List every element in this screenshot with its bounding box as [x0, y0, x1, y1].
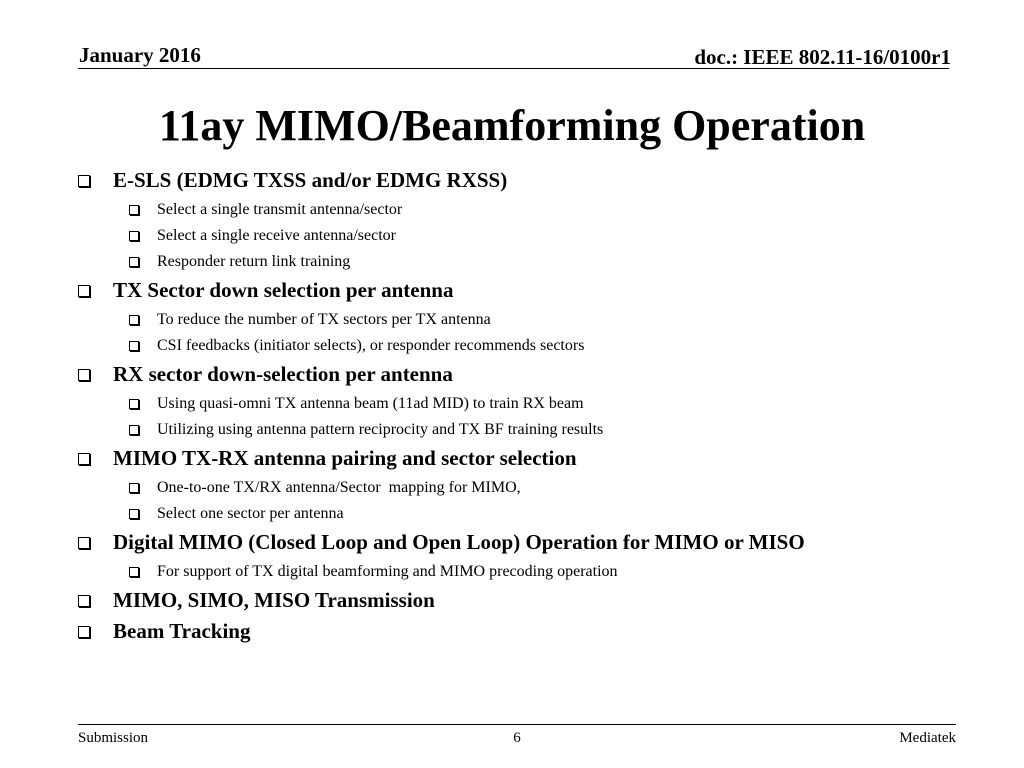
bullet-item	[78, 168, 958, 192]
sub-bullet-item	[78, 252, 958, 271]
header-divider	[78, 68, 949, 69]
sub-bullet-text: Using quasi-omni TX antenna beam (11ad MID) to train RX beam	[157, 395, 584, 412]
checkbox-bullet-icon	[129, 205, 139, 215]
bullet-item	[78, 588, 958, 612]
sub-bullet-item	[78, 504, 958, 523]
sub-bullet-text: CSI feedbacks (initiator selects), or responder recommends sectors	[157, 337, 585, 354]
sub-bullet-item	[78, 478, 958, 497]
header-doc-id: doc.: IEEE 802.11-16/0100r1	[694, 45, 951, 69]
checkbox-bullet-icon	[129, 257, 139, 267]
bullet-item	[78, 446, 958, 470]
bullet-item	[78, 278, 958, 302]
checkbox-bullet-icon	[78, 537, 90, 549]
sub-bullet-item	[78, 310, 958, 329]
checkbox-bullet-icon	[129, 341, 139, 351]
slide-body	[78, 166, 958, 643]
sub-bullet-text: Select a single transmit antenna/sector	[157, 201, 403, 218]
sub-bullet-text: Responder return link training	[157, 253, 351, 270]
checkbox-bullet-icon	[129, 315, 139, 325]
slide-title: 11ay MIMO/Beamforming Operation	[158, 101, 866, 150]
footer-submission: Submission	[78, 730, 149, 746]
sub-bullet-item	[78, 562, 958, 581]
checkbox-bullet-icon	[129, 231, 139, 241]
bullet-text: Beam Tracking	[113, 619, 251, 643]
sub-bullet-item	[78, 226, 958, 245]
bullet-text: MIMO TX-RX antenna pairing and sector selection	[113, 446, 577, 470]
checkbox-bullet-icon	[78, 369, 90, 381]
page-number: 6	[513, 730, 521, 746]
sub-bullet-text: To reduce the number of TX sectors per TX antenna	[157, 311, 491, 328]
checkbox-bullet-icon	[129, 399, 139, 409]
sub-bullet-item	[78, 336, 958, 355]
checkbox-bullet-icon	[129, 483, 139, 493]
sub-bullet-item	[78, 200, 958, 219]
footer-company: Mediatek	[899, 730, 956, 746]
header-date: January 2016	[79, 43, 201, 67]
checkbox-bullet-icon	[78, 595, 90, 607]
sub-bullet-text: For support of TX digital beamforming and MIMO precoding operation	[157, 563, 618, 580]
checkbox-bullet-icon	[78, 285, 90, 297]
sub-bullet-text: Select a single receive antenna/sector	[157, 227, 396, 244]
bullet-text: Digital MIMO (Closed Loop and Open Loop) Operation for MIMO or MISO	[113, 530, 805, 554]
bullet-item	[78, 530, 958, 554]
bullet-text: TX Sector down selection per antenna	[113, 278, 454, 302]
bullet-text: E-SLS (EDMG TXSS and/or EDMG RXSS)	[113, 168, 508, 192]
sub-bullet-item	[78, 420, 958, 439]
footer-divider	[78, 724, 956, 725]
checkbox-bullet-icon	[129, 567, 139, 577]
sub-bullet-text: Select one sector per antenna	[157, 505, 344, 522]
sub-bullet-text: One-to-one TX/RX antenna/Sector mapping for MIMO,	[157, 479, 521, 496]
sub-bullet-text: Utilizing using antenna pattern reciprocity and TX BF training results	[157, 421, 604, 438]
bullet-text: RX sector down-selection per antenna	[113, 362, 453, 386]
bullet-item	[78, 619, 958, 643]
checkbox-bullet-icon	[78, 626, 90, 638]
checkbox-bullet-icon	[78, 453, 90, 465]
checkbox-bullet-icon	[129, 509, 139, 519]
sub-bullet-item	[78, 394, 958, 413]
bullet-item	[78, 362, 958, 386]
bullet-text: MIMO, SIMO, MISO Transmission	[113, 588, 435, 612]
checkbox-bullet-icon	[78, 175, 90, 187]
checkbox-bullet-icon	[129, 425, 139, 435]
